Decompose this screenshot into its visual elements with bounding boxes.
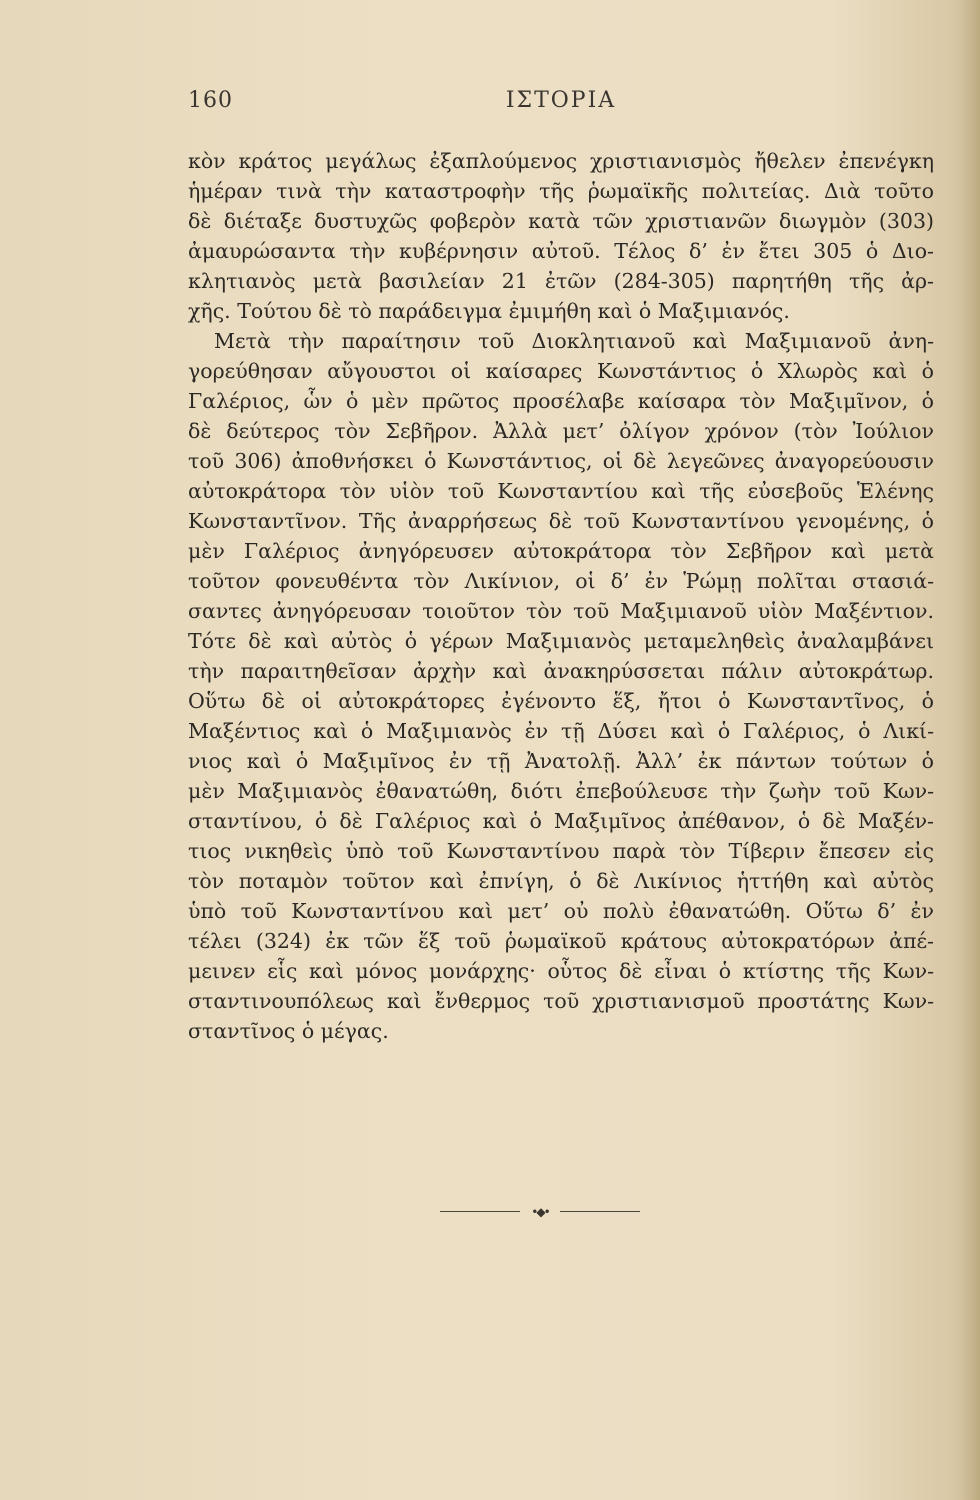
ornament-rule-left — [440, 1211, 520, 1212]
text-line: σταντινουπόλεως καὶ ἔνθερμος τοῦ χριστιανισμοῦ προστάτης Κων- — [188, 989, 934, 1013]
text-line: Μαξέντιος καὶ ὁ Μαξιμιανὸς ἐν τῇ Δύσει καὶ ὁ Γαλέριος, ὁ Λικί- — [188, 719, 934, 743]
text-line: μὲν Γαλέριος ἀνηγόρευσεν αὐτοκράτορα τὸν Σεβῆρον καὶ μετὰ — [188, 539, 934, 563]
text-line: Οὕτω δὲ οἱ αὐτοκράτορες ἐγένοντο ἕξ, ἤτοι ὁ Κωνσταντῖνος, ὁ — [188, 689, 934, 713]
text-line: ἡμέραν τινὰ τὴν καταστροφὴν τῆς ῥωμαϊκῆς πολιτείας. Διὰ τοῦτο — [188, 179, 934, 203]
text-line: κὸν κράτος μεγάλως ἐξαπλούμενος χριστιανισμὸς ἤθελεν ἐπενέγκη — [188, 149, 934, 173]
text-line: σταντῖνος ὁ μέγας. — [188, 1019, 389, 1043]
text-line: μεινεν εἷς καὶ μόνος μονάρχης· οὗτος δὲ εἶναι ὁ κτίστης τῆς Κων- — [188, 959, 934, 983]
page-number: 160 — [188, 88, 233, 113]
text-line: τοῦ 306) ἀποθνήσκει ὁ Κωνστάντιος, οἱ δὲ λεγεῶνες ἀναγορεύουσιν — [188, 449, 934, 473]
text-line: Κωνσταντῖνον. Τῆς ἀναρρήσεως δὲ τοῦ Κωνσταντίνου γενομένης, ὁ — [188, 509, 934, 533]
text-line: τὴν παραιτηθεῖσαν ἀρχὴν καὶ ἀνακηρύσσεται πάλιν αὐτοκράτωρ. — [188, 659, 934, 683]
section-end-ornament — [440, 1205, 640, 1219]
text-line: μὲν Μαξιμιανὸς ἐθανατώθη, διότι ἐπεβούλευσε τὴν ζωὴν τοῦ Κων- — [188, 779, 934, 803]
text-line: τιος νικηθεὶς ὑπὸ τοῦ Κωνσταντίνου παρὰ τὸν Τίβεριν ἔπεσεν εἰς — [188, 839, 934, 863]
text-line: Τότε δὲ καὶ αὐτὸς ὁ γέρων Μαξιμιανὸς μεταμεληθεὶς ἀναλαμβάνει — [188, 629, 934, 653]
page-edge — [962, 0, 980, 1500]
ornament-rule-right — [560, 1211, 640, 1212]
text-line: τὸν ποταμὸν τοῦτον καὶ ἐπνίγη, ὁ δὲ Λικίνιος ἡττήθη καὶ αὐτὸς — [188, 869, 934, 893]
running-head: ΙΣΤΟΡΙΑ — [505, 88, 617, 113]
page-header — [188, 88, 934, 118]
ornament-glyph: •◆• — [531, 1205, 549, 1219]
text-line: σαντες ἀνηγόρευσαν τοιοῦτον τὸν τοῦ Μαξιμιανοῦ υἱὸν Μαξέντιον. — [188, 599, 934, 623]
text-line: γορεύθησαν αὔγουστοι οἱ καίσαρες Κωνστάντιος ὁ Χλωρὸς καὶ ὁ — [188, 359, 934, 383]
text-line: κλητιανὸς μετὰ βασιλείαν 21 ἐτῶν (284-305) παρητήθη τῆς ἀρ- — [188, 269, 934, 293]
text-line: δὲ διέταξε δυστυχῶς φοβερὸν κατὰ τῶν χριστιανῶν διωγμὸν (303) — [188, 209, 934, 233]
text-line: δὲ δεύτερος τὸν Σεβῆρον. Ἀλλὰ μετ’ ὀλίγον χρόνον (τὸν Ἰούλιον — [188, 419, 934, 443]
text-line: σταντίνου, ὁ δὲ Γαλέριος καὶ ὁ Μαξιμῖνος ἀπέθανον, ὁ δὲ Μαξέν- — [188, 809, 934, 833]
text-line: νιος καὶ ὁ Μαξιμῖνος ἐν τῇ Ἀνατολῇ. Ἀλλ’ ἐκ πάντων τούτων ὁ — [188, 749, 934, 773]
text-line: ἀμαυρώσαντα τὴν κυβέρνησιν αὐτοῦ. Τέλος δ’ ἐν ἔτει 305 ὁ Διο- — [188, 239, 934, 263]
text-line: ὑπὸ τοῦ Κωνσταντίνου καὶ μετ’ οὐ πολὺ ἐθανατώθη. Οὕτω δ’ ἐν — [188, 899, 934, 923]
body-text — [188, 146, 934, 1046]
text-line: αὐτοκράτορα τὸν υἱὸν τοῦ Κωνσταντίου καὶ τῆς εὐσεβοῦς Ἑλένης — [188, 479, 934, 503]
text-line: Μετὰ τὴν παραίτησιν τοῦ Διοκλητιανοῦ καὶ Μαξιμιανοῦ ἀνη- — [214, 329, 934, 353]
text-line: τοῦτον φονευθέντα τὸν Λικίνιον, οἱ δ’ ἐν Ῥώμῃ πολῖται στασιά- — [188, 569, 934, 593]
text-line: τέλει (324) ἐκ τῶν ἕξ τοῦ ῥωμαϊκοῦ κράτους αὐτοκρατόρων ἀπέ- — [188, 929, 934, 953]
text-line: χῆς. Τούτου δὲ τὸ παράδειγμα ἐμιμήθη καὶ ὁ Μαξιμιανός. — [188, 299, 790, 323]
text-line: Γαλέριος, ὧν ὁ μὲν πρῶτος προσέλαβε καίσαρα τὸν Μαξιμῖνον, ὁ — [188, 389, 934, 413]
